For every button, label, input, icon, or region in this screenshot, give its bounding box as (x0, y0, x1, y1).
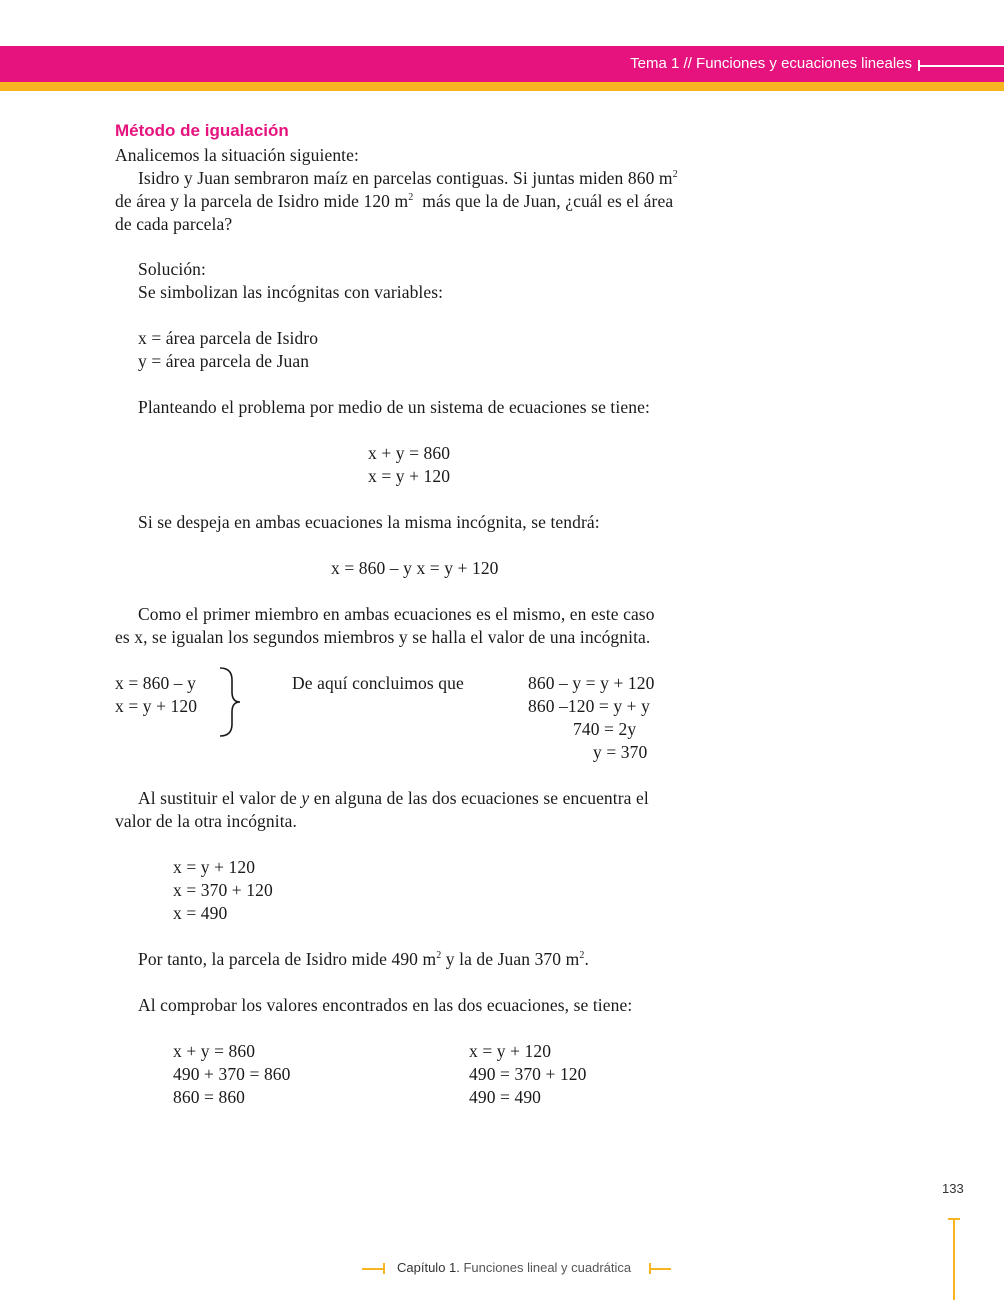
check-left-2: 490 + 370 = 860 (173, 1064, 291, 1084)
sustituir-line-1 (138, 787, 649, 810)
footer-decoration-left (362, 1268, 384, 1270)
result-statement (138, 948, 589, 971)
check-right-3: 490 = 490 (469, 1087, 542, 1107)
superscript: 2 (408, 192, 414, 203)
header-line-decoration (918, 65, 1004, 67)
variable-y: y (301, 788, 310, 808)
superscript: 2 (672, 169, 678, 180)
sustituir-text-pre: Al sustituir el valor de (138, 788, 302, 808)
system-equation-2: x = y + 120 (368, 466, 451, 486)
system-intro: Planteando el problema por medio de un sistema de ecuaciones se tiene: (138, 397, 650, 417)
system-equation-1: x + y = 860 (368, 443, 451, 463)
check-left-1: x + y = 860 (173, 1041, 256, 1061)
problem-line-2-text: de área y la parcela de Isidro mide 120 m (115, 191, 409, 211)
footer-decoration-right (649, 1268, 671, 1270)
footer-chapter-label: Capítulo 1. (397, 1260, 460, 1275)
problem-line-3: de cada parcela? (115, 214, 233, 234)
solution-label: Solución: (138, 259, 206, 279)
right-equation-1: 860 – y = y + 120 (528, 673, 655, 693)
substitution-equation-3: x = 490 (173, 903, 228, 923)
check-right-1: x = y + 120 (469, 1041, 552, 1061)
left-equation-1: x = 860 – y (115, 673, 196, 693)
igualar-line-1: Como el primer miembro en ambas ecuaciones es el mismo, en este caso (138, 604, 655, 624)
substitution-equation-1: x = y + 120 (173, 857, 256, 877)
right-margin-rule-tick (948, 1218, 960, 1220)
problem-line-2-rest: más que la de Juan, ¿cuál es el área (413, 191, 674, 211)
problem-line-1 (138, 167, 678, 190)
right-equation-3: 740 = 2y (573, 719, 637, 739)
result-text-2: y la de Juan 370 m (441, 949, 580, 969)
variable-x-definition: x = área parcela de Isidro (138, 328, 319, 348)
left-equation-2: x = y + 120 (115, 696, 198, 716)
header-accent-stripe (0, 82, 1004, 91)
variable-y-definition: y = área parcela de Juan (138, 351, 310, 371)
despeje-equation: x = 860 – y x = y + 120 (331, 558, 499, 578)
check-left-3: 860 = 860 (173, 1087, 246, 1107)
superscript: 2 (436, 950, 442, 961)
footer-decoration-left-tick (383, 1263, 385, 1274)
footer-chapter (397, 1260, 631, 1275)
right-margin-rule (953, 1218, 955, 1300)
problem-line-1-text: Isidro y Juan sembraron maíz en parcelas contiguas. Si juntas miden 860 m (138, 168, 673, 188)
check-intro: Al comprobar los valores encontrados en las dos ecuaciones, se tiene: (138, 995, 633, 1015)
despeje-intro: Si se despeja en ambas ecuaciones la misma incógnita, se tendrá: (138, 512, 600, 532)
result-text-3: . (584, 949, 589, 969)
conclude-text: De aquí concluimos que (292, 673, 464, 693)
section-title: Método de igualación (115, 121, 289, 140)
intro-text: Analicemos la situación siguiente: (115, 145, 359, 165)
footer-decoration-right-tick (649, 1263, 651, 1274)
problem-line-2 (115, 190, 673, 213)
variables-intro: Se simbolizan las incógnitas con variables: (138, 282, 444, 302)
header-line-tick (918, 60, 920, 71)
superscript: 2 (579, 950, 585, 961)
substitution-equation-2: x = 370 + 120 (173, 880, 273, 900)
check-right-2: 490 = 370 + 120 (469, 1064, 587, 1084)
page-number: 133 (942, 1181, 964, 1196)
igualar-line-2: es x, se igualan los segundos miembros y se halla el valor de una incógnita. (115, 627, 651, 647)
result-text-1: Por tanto, la parcela de Isidro mide 490 m (138, 949, 437, 969)
curly-brace-icon (214, 666, 244, 738)
footer-chapter-title: Funciones lineal y cuadrática (459, 1260, 632, 1275)
sustituir-text-post: en alguna de las dos ecuaciones se encuentra el (309, 788, 649, 808)
right-equation-4: y = 370 (593, 742, 648, 762)
header-title: Tema 1 // Funciones y ecuaciones lineales (630, 55, 912, 72)
right-equation-2: 860 –120 = y + y (528, 696, 650, 716)
sustituir-line-2: valor de la otra incógnita. (115, 811, 298, 831)
